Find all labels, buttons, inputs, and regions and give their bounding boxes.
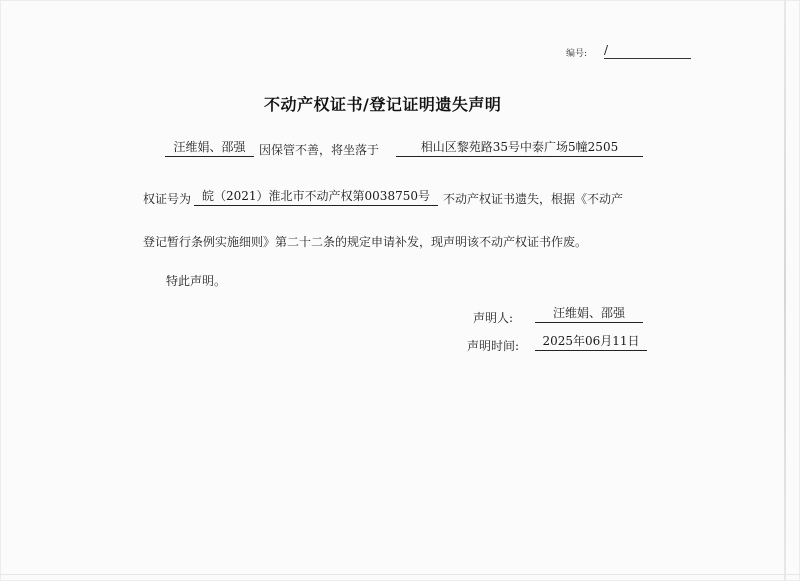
line3-text: 登记暂行条例实施细则》第二十二条的规定申请补发，现声明该不动产权证书作废。 — [143, 235, 588, 249]
page-edge-bottom — [0, 574, 800, 575]
declarant-field: 汪维娟、邵强 — [535, 305, 643, 323]
date-field: 2025年06月11日 — [535, 333, 647, 351]
declarant-label: 声明人: — [473, 311, 514, 325]
date-label: 声明时间: — [467, 339, 520, 353]
serial-value: / — [604, 43, 609, 57]
line1-text: 因保管不善，将坐落于 — [259, 143, 380, 157]
certificate-number-field: 皖（2021）淮北市不动产权第0038750号 — [194, 188, 438, 206]
line2-suffix: 不动产权证书遗失，根据《不动产 — [443, 192, 624, 206]
address-field: 相山区黎苑路35号中泰广场5幢2505 — [396, 139, 643, 157]
serial-field — [604, 44, 691, 59]
page-title: 不动产权证书/登记证明遗失声明 — [264, 95, 502, 114]
owners-field: 汪维娟、邵强 — [165, 139, 254, 157]
page-edge — [784, 0, 786, 581]
closing-text: 特此声明。 — [166, 274, 227, 288]
line2-prefix: 权证号为 — [143, 192, 192, 206]
serial-label: 编号: — [566, 49, 588, 59]
